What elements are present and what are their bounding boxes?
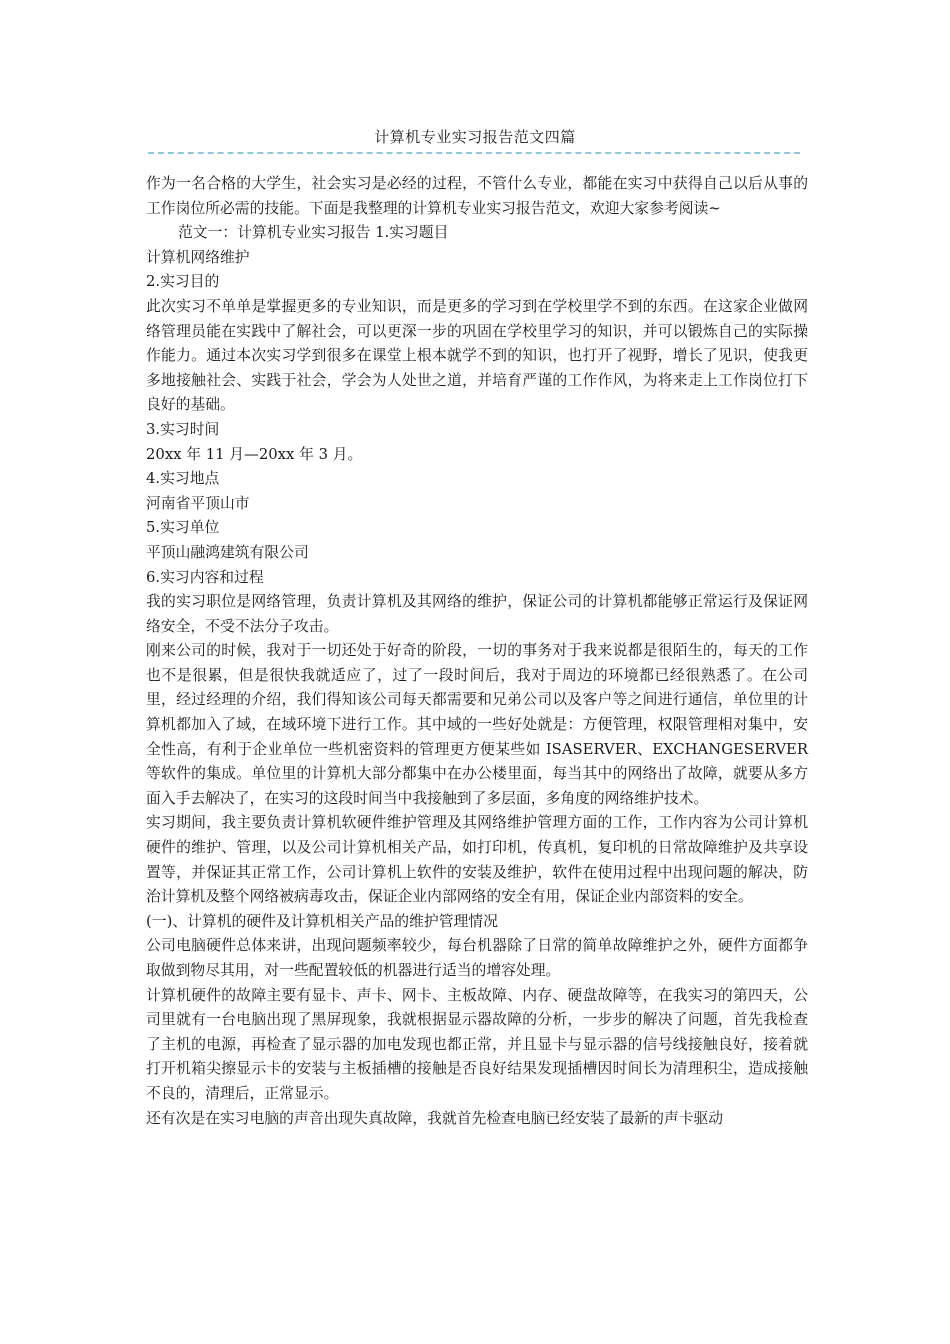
paragraph: 刚来公司的时候，我对于一切还处于好奇的阶段，一切的事务对于我来说都是很陌生的，每天的工作也不是很累，但是很快我就适应了，过了一段时间后，我对于周边的环境都已经很熟悉了。在公司里，经过经理的介绍，我们得知该公司每天都需要和兄弟公司以及客户等之间进行通信，单位里的计算机都加入了域，在域环境下进行工作。其中域的一些好处就是：方便管理，权限管理相对集中，安全性高，有利于企业单位一些机密资料的管理更方便某些如 ISASERVER、EXCHANGESERVER 等软件的集成。单位里的计算机大部分都集中在办公楼里面，每当其中的网络出了故障，就要从多方面入手去解决了，在实习的这段时间当中我接触到了多层面，多角度的网络维护技术。	[146, 642, 808, 807]
paragraph: 平顶山融鸿建筑有限公司	[146, 543, 309, 561]
title-divider	[148, 152, 800, 154]
paragraph: 计算机硬件的故障主要有显卡、声卡、网卡、主板故障、内存、硬盘故障等，在我实习的第四天，公司里就有一台电脑出现了黑屏现象，我就根据显示器故障的分析，一步步的解决了问题，首先我检查了主机的电源，再检查了显示器的加电发现也都正常，并且显卡与显示器的信号线接触良好，接着就打开机箱尖擦显示卡的安装与主板插槽的接触是否良好结果发现插槽因时间长为清理积尘，造成接触不良的，清理后，正常显示。	[146, 986, 808, 1102]
paragraph: 此次实习不单单是掌握更多的专业知识，而是更多的学习到在学校里学不到的东西。在这家企业做网络管理员能在实践中了解社会，可以更深一步的巩固在学校里学习的知识，并可以锻炼自己的实际操作能力。通过本次实习学到很多在课堂上根本就学不到的知识，也打开了视野，增长了见识，使我更多地接触社会、实践于社会，学会为人处世之道，并培育严谨的工作作风，为将来走上工作岗位打下良好的基础。	[146, 297, 808, 414]
paragraph: 河南省平顶山市	[146, 494, 250, 512]
section-heading: 3.实习时间	[146, 420, 220, 438]
section-heading: 4.实习地点	[146, 470, 220, 488]
paragraph: 实习期间，我主要负责计算机软硬件维护管理及其网络维护管理方面的工作，工作内容为公司计算机硬件的维护、管理，以及公司计算机相关产品，如打印机，传真机，复印机的日常故障维护及共享设置等，并保证其正常工作，公司计算机上软件的安装及维护，软件在使用过程中出现问题的解决，防治计算机及整个网络被病毒攻击，保证企业内部网络的安全有用，保证企业内部资料的安全。	[146, 814, 808, 906]
paragraph: 20xx 年 11 月—20xx 年 3 月。	[146, 445, 363, 463]
paragraph: 我的实习职位是网络管理，负责计算机及其网络的维护，保证公司的计算机都能够正常运行及保证网络安全，不受不法分子攻击。	[146, 593, 808, 635]
section-heading: 6.实习内容和过程	[146, 568, 264, 586]
document-body	[146, 172, 808, 1131]
subsection-heading: (一)、计算机的硬件及计算机相关产品的维护管理情况	[146, 912, 498, 930]
intro-paragraph: 作为一名合格的大学生，社会实习是必经的过程，不管什么专业，都能在实习中获得自己以后从事的工作岗位所必需的技能。下面是我整理的计算机专业实习报告范文，欢迎大家参考阅读~	[146, 175, 808, 217]
paragraph: 计算机网络维护	[146, 248, 250, 266]
paragraph: 公司电脑硬件总体来讲，出现问题频率较少，每台机器除了日常的简单故障维护之外，硬件方面都争取做到物尽其用，对一些配置较低的机器进行适当的增容处理。	[146, 937, 808, 979]
section-heading: 2.实习目的	[146, 273, 220, 291]
section-heading: 5.实习单位	[146, 519, 220, 537]
document-title: 计算机专业实习报告范文四篇	[374, 128, 576, 146]
paragraph: 还有次是在实习电脑的声音出现失真故障，我就首先检查电脑已经安装了最新的声卡驱动	[146, 1109, 724, 1127]
section-heading: 范文一：计算机专业实习报告 1.实习题目	[178, 224, 449, 242]
